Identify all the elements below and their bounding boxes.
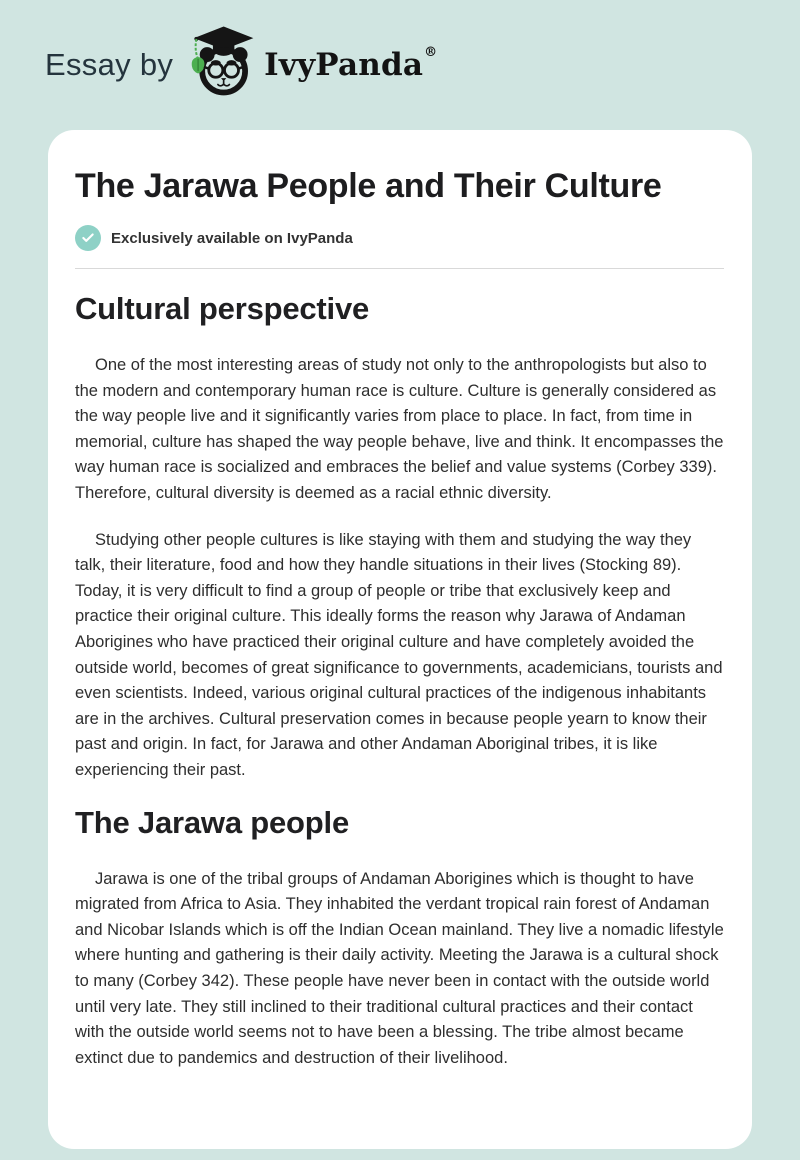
exclusive-badge-label: Exclusively available on IvyPanda — [111, 229, 353, 247]
check-icon — [75, 225, 101, 251]
ivypanda-panda-icon — [189, 29, 264, 101]
divider — [75, 268, 724, 269]
section-heading: The Jarawa people — [75, 804, 349, 840]
essay-by-label: Essay by — [45, 47, 174, 82]
registered-trademark-symbol: ® — [424, 44, 438, 60]
paragraph: Studying other people cultures is like staying with them and studying the way they talk, their literature, food and how they handle situations in their lives (Stocking 89). Today, it is very difficult to find a group of people or tribe that exclusively keep and practice their original culture. This ideally forms the reason why Jarawa of Andaman Aborigines who have practiced their original culture and have completely avoided the outside world, becomes of great significance to governments, academicians, tourists and even scientists. Indeed, various original cultural practices of the indigenous inhabitants are in the archives. Cultural preservation comes in because people yearn to know their past and origin. In fact, for Jarawa and other Andaman Aboriginal tribes, it is like experiencing their past. — [75, 530, 723, 780]
ivypanda-logo — [189, 29, 436, 101]
exclusive-badge — [75, 225, 724, 251]
paragraph: One of the most interesting areas of study not only to the anthropologists but also to the modern and contemporary human race is culture. Culture is generally considered as the way people live and it significantly varies from place to place. In fact, from time in memorial, culture has shaped the way people behave, live and think. It encompasses the way human race is socialized and embraces the belief and value systems (Corbey 339). Therefore, cultural diversity is deemed as a racial ethnic diversity. — [75, 356, 724, 503]
site-header — [0, 0, 800, 130]
section-the-jarawa-people — [75, 805, 724, 1072]
essay-card — [48, 130, 752, 1149]
paragraph: Jarawa is one of the tribal groups of Andaman Aborigines which is thought to have migrated from Africa to Asia. They inhabited the verdant tropical rain forest of Andaman and Nicobar Islands which is off the Indian Ocean mainland. They live a nomadic lifestyle where hunting and gathering is their daily activity. Meeting the Jarawa is a cultural shock to many (Corbey 342). These people have never been in contact with the outside world until very late. They still inclined to their traditional cultural practices and their contact with the outside world seems not to have been a blessing. The tribe almost became extinct due to pandemics and destruction of their livelihood. — [75, 869, 724, 1067]
ivypanda-logo-text: IvyPanda — [264, 47, 424, 83]
section-cultural-perspective — [75, 291, 724, 784]
page-title: The Jarawa People and Their Culture — [75, 167, 662, 205]
section-heading: Cultural perspective — [75, 291, 370, 327]
